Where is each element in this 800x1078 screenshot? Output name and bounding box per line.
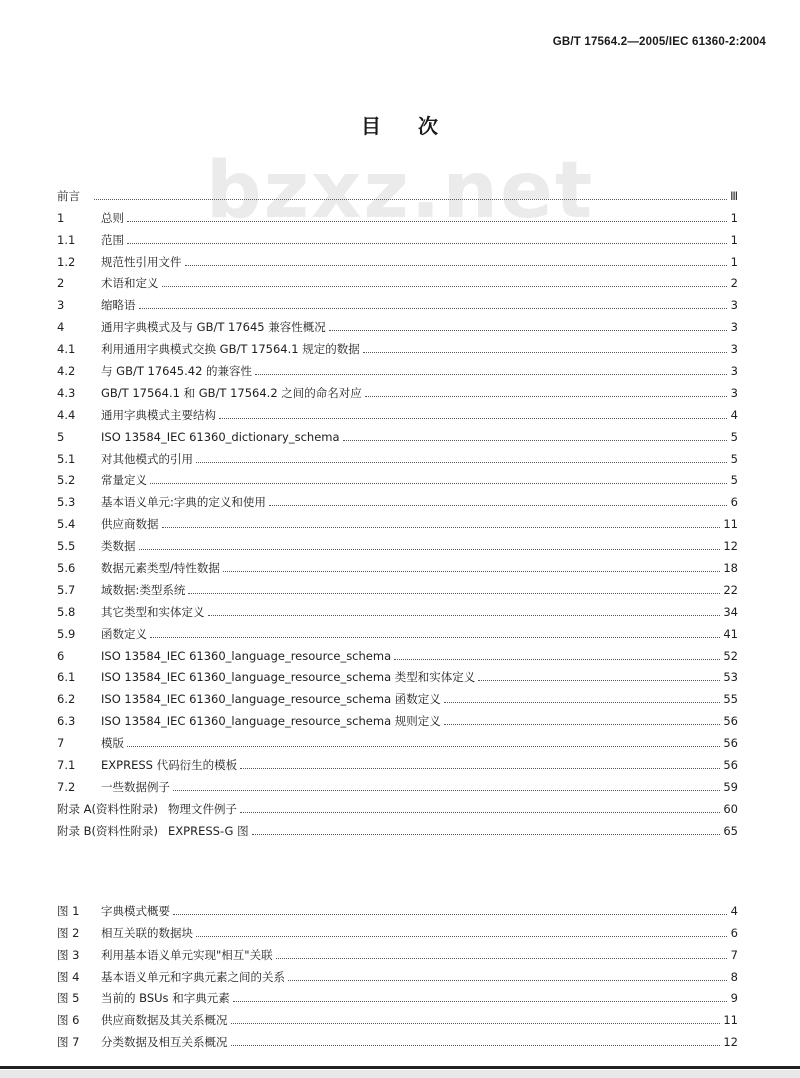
dot-leader (231, 1044, 721, 1046)
toc-entry-page: 5 (730, 451, 738, 466)
toc-entry (57, 247, 738, 269)
toc-entry-label: ISO 13584_IEC 61360_language_resource_schema 规则定义 (101, 714, 441, 729)
toc-entry-label: 总则 (101, 210, 124, 225)
toc-entry-number: 1 (57, 210, 65, 225)
toc-entry-label: ISO 13584_IEC 61360_language_resource_schema (101, 648, 392, 663)
toc-entry-page: 3 (730, 298, 738, 313)
dot-leader (188, 592, 720, 594)
toc-entry-number: 5.7 (57, 582, 76, 597)
toc-entry-page: 41 (723, 626, 738, 641)
dot-leader (288, 979, 727, 981)
figure-entry-label: 字典模式概要 (101, 903, 170, 918)
toc-entry (57, 466, 738, 488)
toc-entry-page: 34 (723, 604, 738, 619)
figure-entry-number: 图 4 (57, 969, 80, 984)
title-char-left: 目 (361, 114, 382, 138)
dot-leader (185, 264, 728, 266)
toc-entry-label: GB/T 17564.1 和 GB/T 17564.2 之间的命名对应 (101, 385, 362, 400)
figure-entry-page: 11 (723, 1013, 738, 1028)
figure-entry (57, 984, 738, 1006)
figure-entry-label: 当前的 BSUs 和字典元素 (101, 991, 230, 1006)
figure-entry-number: 图 1 (57, 903, 80, 918)
dot-leader (150, 636, 720, 638)
figure-entry-page: 8 (730, 969, 738, 984)
figure-entry-page: 12 (723, 1035, 738, 1050)
toc-entry (57, 531, 738, 553)
toc-entry-label: 常量定义 (101, 473, 147, 488)
toc-entry-number: 7.2 (57, 779, 76, 794)
toc-entry-number: 1.1 (57, 232, 76, 247)
toc-entry-number: 1.2 (57, 254, 76, 269)
dot-leader (150, 482, 727, 484)
toc-entry-label: 通用字典模式主要结构 (101, 407, 216, 422)
toc-entry (57, 487, 738, 509)
toc-entry-number: 4.3 (57, 385, 76, 400)
toc-entry-page: 18 (723, 561, 738, 576)
toc-entry-label: 数据元素类型/特性数据 (101, 561, 220, 576)
page-title (0, 110, 800, 139)
dot-leader (240, 767, 720, 769)
figure-entry-label: 利用基本语义单元实现"相互"关联 (101, 947, 273, 962)
toc-entry-label: 规范性引用文件 (101, 254, 182, 269)
toc-entry-page: Ⅲ (730, 188, 738, 203)
toc-entry-page: 22 (723, 582, 738, 597)
toc-entry (57, 794, 738, 816)
dot-leader (196, 935, 727, 937)
dot-leader (127, 220, 727, 222)
dot-leader (139, 307, 728, 309)
toc-entry-number: 3 (57, 298, 65, 313)
page-bottom-rule (0, 1066, 800, 1069)
toc-entry (57, 269, 738, 291)
toc-entry-number: 4 (57, 320, 65, 335)
dot-leader (208, 614, 721, 616)
toc-entry-number: 5 (57, 429, 65, 444)
dot-leader (127, 242, 727, 244)
toc-entry-page: 3 (730, 342, 738, 357)
toc-entry-page: 3 (730, 385, 738, 400)
list-of-figures (57, 896, 738, 1049)
toc-entry (57, 509, 738, 531)
toc-entry-page: 11 (723, 517, 738, 532)
watermark: bzxz.net (205, 146, 595, 236)
toc-entry-label: 缩略语 (101, 298, 136, 313)
toc-entry-label: ISO 13584_IEC 61360_dictionary_schema (101, 429, 340, 444)
dot-leader (394, 658, 720, 660)
toc-entry-page: 56 (723, 758, 738, 773)
figure-entry (57, 940, 738, 962)
figure-entry-page: 4 (730, 903, 738, 918)
dot-leader (444, 723, 721, 725)
toc-entry-number: 6.2 (57, 692, 76, 707)
toc-entry (57, 772, 738, 794)
toc-entry-label: EXPRESS-G 图 (168, 823, 249, 838)
dot-leader (127, 745, 720, 747)
toc-entry-label: 函数定义 (101, 626, 147, 641)
toc-entry-number: 7 (57, 736, 65, 751)
figure-entry-page: 9 (730, 991, 738, 1006)
toc-entry-page: 4 (730, 407, 738, 422)
toc-entry (57, 400, 738, 422)
toc-entry-number: 4.2 (57, 364, 76, 379)
toc-entry-number: 5.2 (57, 473, 76, 488)
dot-leader (94, 198, 727, 200)
toc-entry-page: 1 (730, 254, 738, 269)
dot-leader (233, 1000, 727, 1002)
dot-leader (162, 285, 728, 287)
toc-entry (57, 663, 738, 685)
dot-leader (240, 811, 720, 813)
toc-entry-page: 3 (730, 364, 738, 379)
dot-leader (223, 570, 720, 572)
toc-entry (57, 641, 738, 663)
toc-entry-label: 供应商数据 (101, 517, 159, 532)
figure-entry-label: 相互关联的数据块 (101, 925, 193, 940)
figure-entry-number: 图 5 (57, 991, 80, 1006)
toc-entry-number: 5.3 (57, 495, 76, 510)
toc-entry-page: 5 (730, 473, 738, 488)
figure-entry-page: 7 (730, 947, 738, 962)
toc-entry-number: 前言 (57, 188, 80, 203)
toc-entry-label: ISO 13584_IEC 61360_language_resource_schema 函数定义 (101, 692, 441, 707)
dot-leader (365, 395, 727, 397)
toc-entry (57, 816, 738, 838)
toc-entry (57, 684, 738, 706)
toc-entry (57, 728, 738, 750)
toc-entry-label: 模版 (101, 736, 124, 751)
toc-entry-label: 物理文件例子 (168, 801, 237, 816)
dot-leader (329, 329, 727, 331)
title-char-right: 次 (418, 114, 439, 138)
toc-entry (57, 422, 738, 444)
toc-entry-number: 5.9 (57, 626, 76, 641)
dot-leader (276, 957, 727, 959)
toc-entry (57, 203, 738, 225)
toc-entry-page: 56 (723, 736, 738, 751)
dot-leader (162, 526, 721, 528)
toc-entry-number: 附录 B(资料性附录) (57, 823, 159, 838)
dot-leader (343, 439, 727, 441)
toc-entry-page: 3 (730, 320, 738, 335)
toc-entry-number: 5.8 (57, 604, 76, 619)
toc-entry-number: 5.5 (57, 539, 76, 554)
toc-entry-page: 53 (723, 670, 738, 685)
figure-entry (57, 1005, 738, 1027)
toc-entry-page: 56 (723, 714, 738, 729)
toc-entry-label: 利用通用字典模式交换 GB/T 17564.1 规定的数据 (101, 342, 360, 357)
dot-leader (363, 351, 727, 353)
toc-entry-label: 基本语义单元:字典的定义和使用 (101, 495, 266, 510)
toc-entry-label: 类数据 (101, 539, 136, 554)
standard-code-header: GB/T 17564.2—2005/IEC 61360-2:2004 (552, 36, 766, 48)
toc-entry-label: 其它类型和实体定义 (101, 604, 205, 619)
figure-entry-label: 基本语义单元和字典元素之间的关系 (101, 969, 285, 984)
toc-entry-number: 4.1 (57, 342, 76, 357)
toc-entry-page: 12 (723, 539, 738, 554)
toc-entry-page: 6 (730, 495, 738, 510)
figure-entry-number: 图 3 (57, 947, 80, 962)
toc-entry (57, 290, 738, 312)
toc-entry (57, 553, 738, 575)
dot-leader (196, 461, 727, 463)
figure-entry-number: 图 7 (57, 1035, 80, 1050)
figure-entry-number: 图 6 (57, 1013, 80, 1028)
toc-entry-number: 6.3 (57, 714, 76, 729)
toc-entry (57, 378, 738, 400)
toc-entry-page: 60 (723, 801, 738, 816)
toc-entry-page: 59 (723, 779, 738, 794)
toc-entry (57, 619, 738, 641)
toc-entry-number: 6 (57, 648, 65, 663)
dot-leader (269, 504, 727, 506)
toc-entry-label: 对其他模式的引用 (101, 451, 193, 466)
toc-entry-number: 6.1 (57, 670, 76, 685)
dot-leader (173, 913, 727, 915)
toc-entry-page: 2 (730, 276, 738, 291)
figure-entry-label: 供应商数据及其关系概况 (101, 1013, 228, 1028)
figure-entry-number: 图 2 (57, 925, 80, 940)
toc-entry (57, 356, 738, 378)
toc-entry-label: 一些数据例子 (101, 779, 170, 794)
toc-entry-label: EXPRESS 代码衍生的模板 (101, 758, 238, 773)
toc-entry-label: 域数据:类型系统 (101, 582, 186, 597)
dot-leader (231, 1022, 721, 1024)
toc-entry-number: 2 (57, 276, 65, 291)
toc-entry (57, 597, 738, 619)
dot-leader (478, 679, 720, 681)
toc-entry (57, 444, 738, 466)
toc-entry-number: 7.1 (57, 758, 76, 773)
toc-entry-page: 65 (723, 823, 738, 838)
figure-entry (57, 918, 738, 940)
toc-entry (57, 312, 738, 334)
toc-entry-label: 通用字典模式及与 GB/T 17645 兼容性概况 (101, 320, 326, 335)
page-bottom-band (0, 1070, 800, 1078)
dot-leader (219, 417, 727, 419)
toc-entry (57, 575, 738, 597)
dot-leader (255, 373, 727, 375)
toc-entry-page: 1 (730, 232, 738, 247)
figure-entry-label: 分类数据及相互关系概况 (101, 1035, 228, 1050)
toc-entry-label: 与 GB/T 17645.42 的兼容性 (101, 364, 253, 379)
toc-entry-page: 55 (723, 692, 738, 707)
figure-entry (57, 962, 738, 984)
table-of-contents (57, 181, 738, 838)
toc-entry (57, 706, 738, 728)
figure-entry (57, 896, 738, 918)
toc-entry (57, 225, 738, 247)
toc-entry-number: 4.4 (57, 407, 76, 422)
dot-leader (139, 548, 721, 550)
toc-entry-label: ISO 13584_IEC 61360_language_resource_schema 类型和实体定义 (101, 670, 476, 685)
toc-entry-number: 5.1 (57, 451, 76, 466)
figure-entry (57, 1027, 738, 1049)
dot-leader (444, 701, 721, 703)
dot-leader (173, 789, 720, 791)
dot-leader (252, 833, 721, 835)
toc-entry (57, 181, 738, 203)
toc-entry-label: 术语和定义 (101, 276, 159, 291)
toc-entry (57, 334, 738, 356)
toc-entry-number: 5.4 (57, 517, 76, 532)
figure-entry-page: 6 (730, 925, 738, 940)
toc-entry-page: 52 (723, 648, 738, 663)
toc-entry (57, 750, 738, 772)
toc-entry-number: 附录 A(资料性附录) (57, 801, 158, 816)
toc-entry-number: 5.6 (57, 561, 76, 576)
toc-entry-page: 1 (730, 210, 738, 225)
toc-entry-label: 范围 (101, 232, 124, 247)
toc-entry-page: 5 (730, 429, 738, 444)
